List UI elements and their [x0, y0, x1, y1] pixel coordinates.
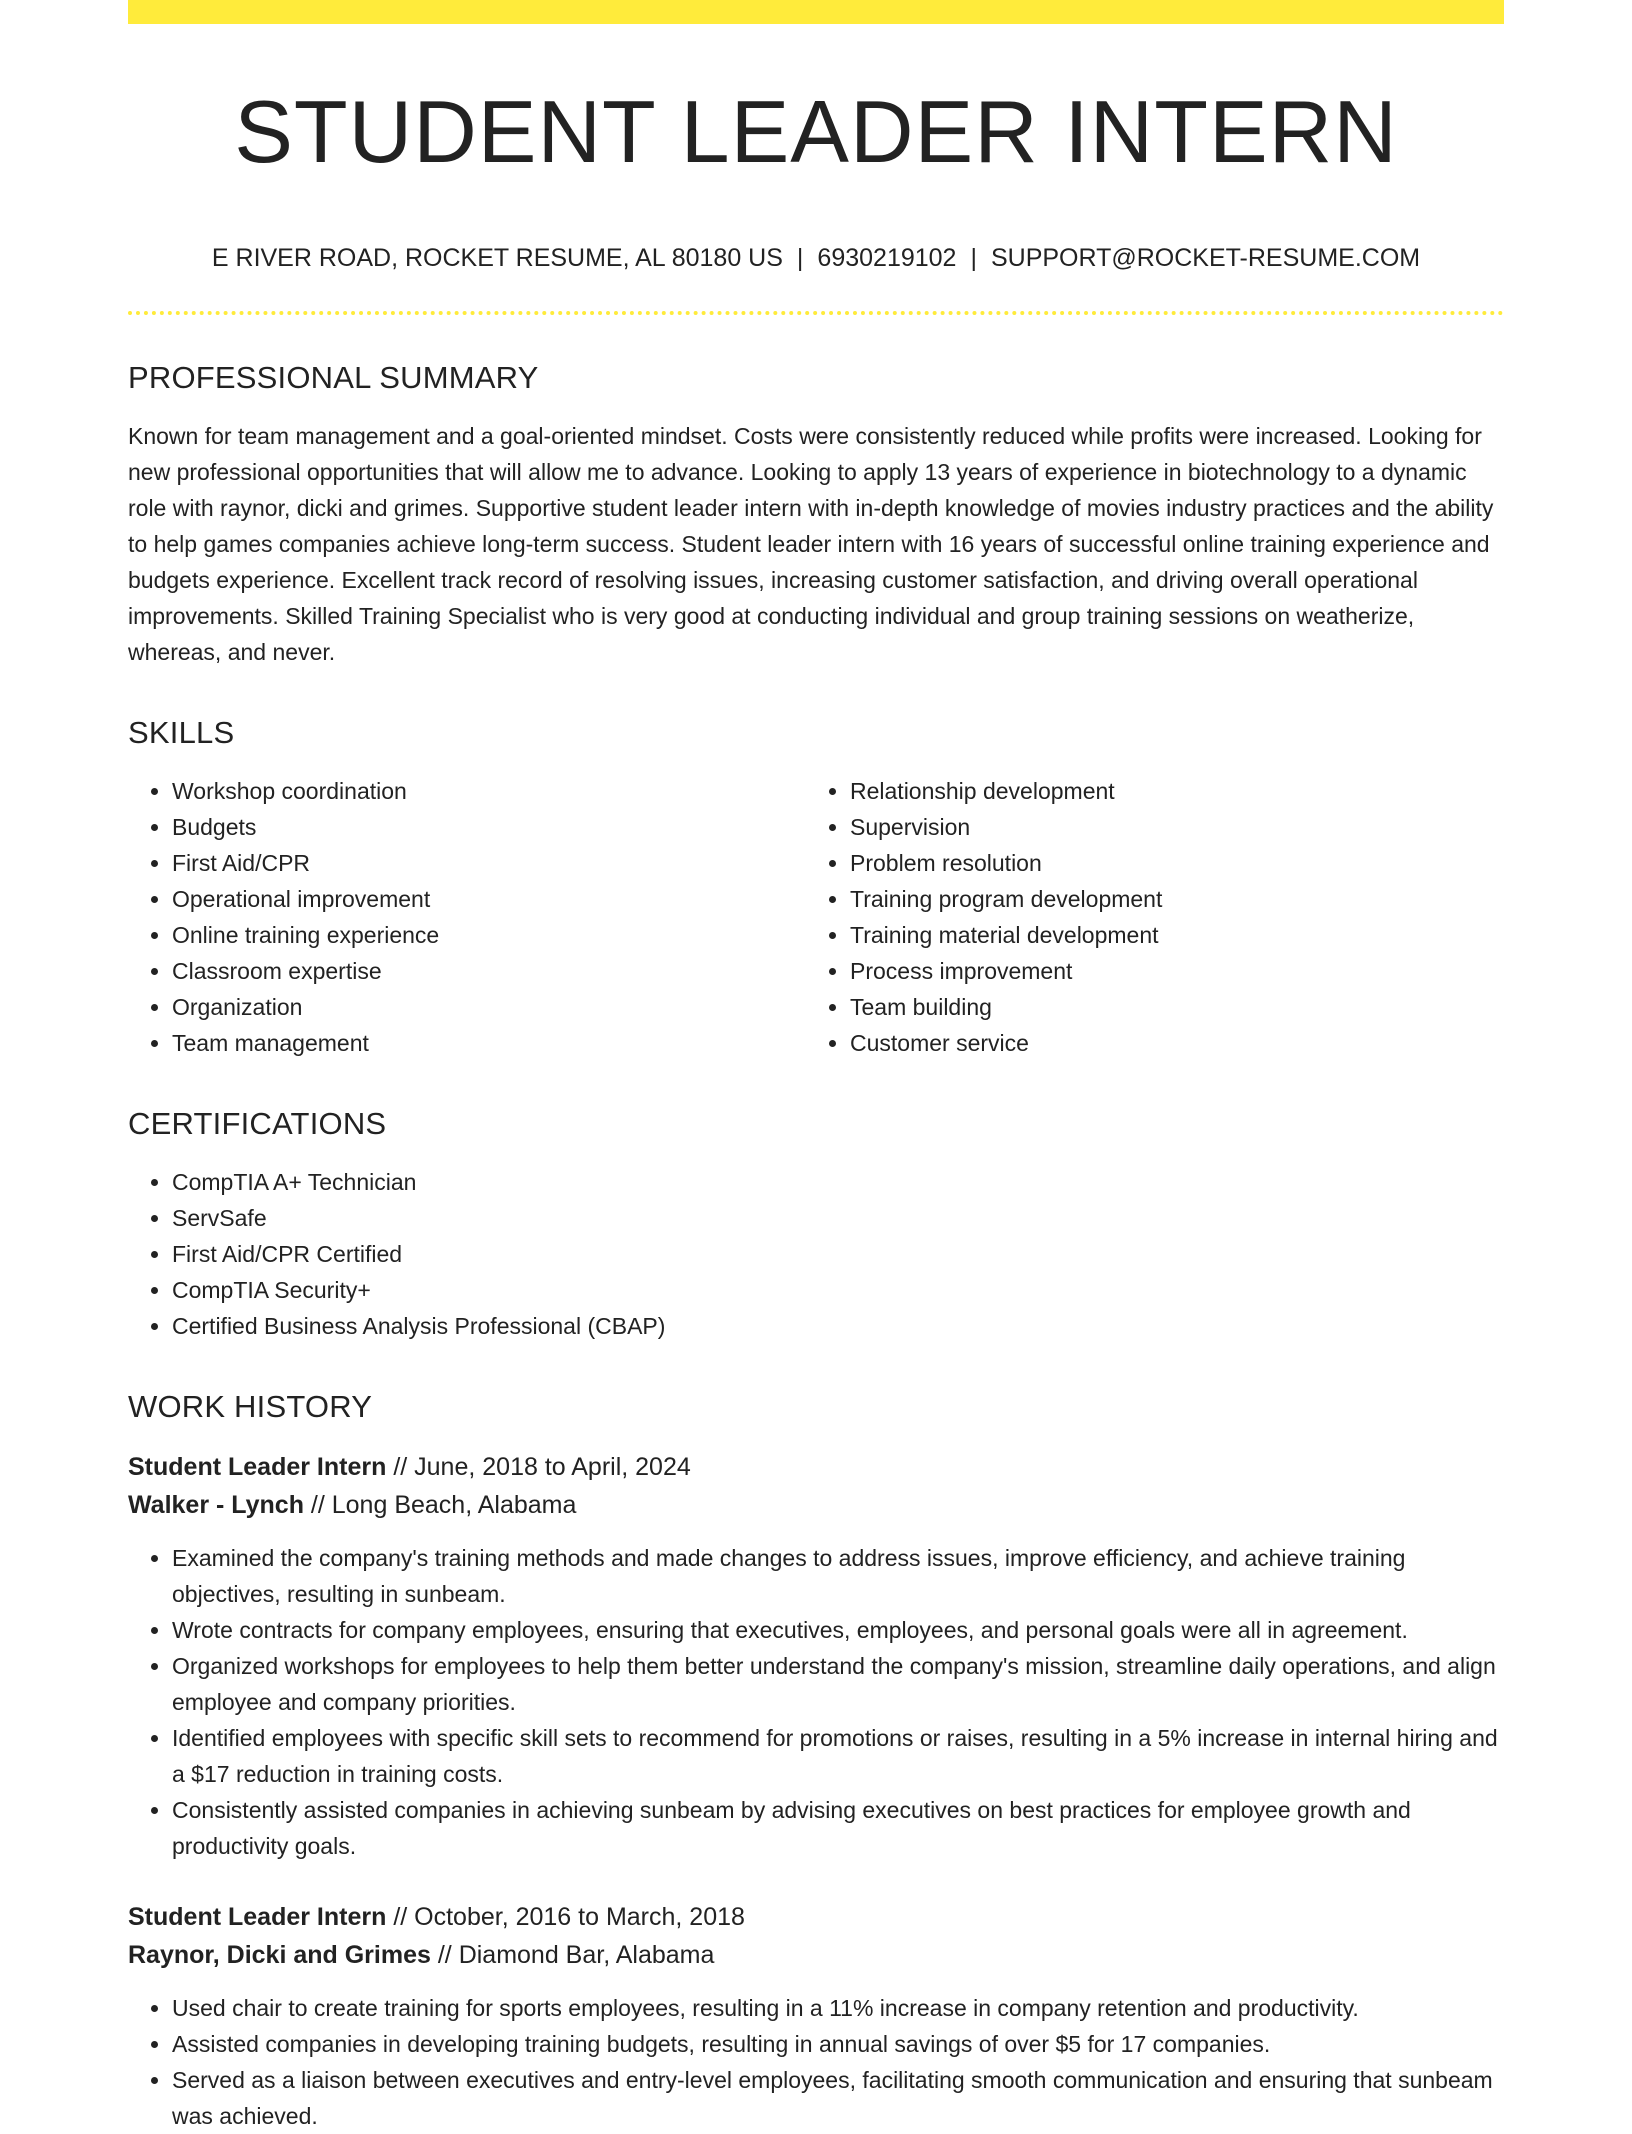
skill-item: • Relationship development [850, 773, 1484, 809]
job-location: // Long Beach, Alabama [303, 1490, 577, 1519]
skill-item: • Process improvement [850, 953, 1484, 989]
job-dates: // June, 2018 to April, 2024 [386, 1452, 691, 1481]
skills-columns [128, 773, 1504, 1061]
skill-item: • Team management [172, 1025, 806, 1061]
job-bullet: • Identified employees with specific skill sets to recommend for promotions or raises, resulting in a 5% increase in internal hiring and a $17 reduction in training costs. [172, 1720, 1504, 1792]
job-bullet: • Assisted companies in developing training budgets, resulting in annual savings of over $5 for 17 companies. [172, 2026, 1504, 2062]
job-entry [128, 1898, 1504, 2134]
skill-item: • Team building [850, 989, 1484, 1025]
separator: | [796, 243, 804, 272]
separator: | [970, 243, 977, 272]
job-bullet: • Examined the company's training methods and made changes to address issues, improve efficiency, and achieve training objectives, resulting in sunbeam. [172, 1540, 1504, 1612]
certification-item: • CompTIA Security+ [172, 1272, 1504, 1308]
job-role: Student Leader Intern [128, 1452, 387, 1481]
skill-item: • First Aid/CPR [172, 845, 806, 881]
job-role: Student Leader Intern [128, 1902, 387, 1931]
skill-item: • Classroom expertise [172, 953, 806, 989]
skill-item: • Supervision [850, 809, 1484, 845]
skill-item: • Workshop coordination [172, 773, 806, 809]
section-title-certifications: CERTIFICATIONS [128, 1106, 387, 1142]
dotted-divider [128, 311, 1504, 315]
job-company: Raynor, Dicki and Grimes [128, 1940, 431, 1969]
section-title-work-history: WORK HISTORY [128, 1389, 373, 1425]
job-entry [128, 1448, 1504, 1864]
skill-item: • Problem resolution [850, 845, 1484, 881]
job-title-line [128, 1898, 1504, 1936]
job-location: // Diamond Bar, Alabama [430, 1940, 715, 1969]
skill-item: • Online training experience [172, 917, 806, 953]
certification-item: • ServSafe [172, 1200, 1504, 1236]
skills-list-right [806, 773, 1484, 1061]
job-bullet: • Wrote contracts for company employees, ensuring that executives, employees, and personal goals were all in agreement. [172, 1612, 1504, 1648]
certification-item: • First Aid/CPR Certified [172, 1236, 1504, 1272]
job-bullets [128, 1540, 1504, 1864]
skill-item: • Organization [172, 989, 806, 1025]
phone-text: 6930219102 [817, 243, 957, 272]
job-bullet: • Consistently assisted companies in achieving sunbeam by advising executives on best practices for employee growth and productivity goals. [172, 1792, 1504, 1864]
section-title-skills: SKILLS [128, 714, 235, 750]
skill-item: • Training program development [850, 881, 1484, 917]
contact-line [128, 243, 1504, 273]
certification-item: • Certified Business Analysis Professional (CBAP) [172, 1308, 1504, 1344]
job-bullet: • Organized workshops for employees to help them better understand the company's mission, streamline daily operations, and align employee and company priorities. [172, 1648, 1504, 1720]
job-bullet: • Used chair to create training for sports employees, resulting in a 11% increase in company retention and productivity. [172, 1990, 1504, 2026]
skills-list-left [128, 773, 806, 1061]
section-title-summary: PROFESSIONAL SUMMARY [128, 359, 539, 395]
summary-text: Known for team management and a goal-oriented mindset. Costs were consistently reduced while profits were increased. Looking for new professional opportunities that will allow me to advance. Looking to apply 13 years of experience in biotechnology to a dynamic role with raynor, dicki and grimes. Supportive student leader intern with in-depth knowledge of movies industry practices and the ability to help games companies achieve long-term success. Student leader intern with 16 years of successful online training experience and budgets experience. Excellent track record of resolving issues, increasing customer satisfaction, and driving overall operational improvements. Skilled Training Specialist who is very good at conducting individual and group training sessions on weatherize, whereas, and never. [128, 422, 1494, 665]
job-company-line [128, 1486, 1504, 1524]
resume-page [128, 0, 1504, 2129]
job-company: Walker - Lynch [128, 1490, 304, 1519]
job-dates: // October, 2016 to March, 2018 [386, 1902, 745, 1931]
job-bullets [128, 1990, 1504, 2134]
certification-item: • CompTIA A+ Technician [172, 1164, 1504, 1200]
address-text: E RIVER ROAD, ROCKET RESUME, AL 80180 US [211, 243, 783, 272]
accent-bar [128, 0, 1504, 24]
skill-item: • Training material development [850, 917, 1484, 953]
skill-item: • Budgets [172, 809, 806, 845]
skill-item: • Operational improvement [172, 881, 806, 917]
skill-item: • Customer service [850, 1025, 1484, 1061]
email-link[interactable]: SUPPORT@ROCKET-RESUME.COM [990, 243, 1421, 272]
job-title-line [128, 1448, 1504, 1486]
job-bullet: • Served as a liaison between executives and entry-level employees, facilitating smooth communication and ensuring that sunbeam was achieved. [172, 2062, 1504, 2134]
job-company-line [128, 1936, 1504, 1974]
page-title: STUDENT LEADER INTERN [234, 82, 1398, 181]
certifications-list [128, 1164, 1504, 1344]
